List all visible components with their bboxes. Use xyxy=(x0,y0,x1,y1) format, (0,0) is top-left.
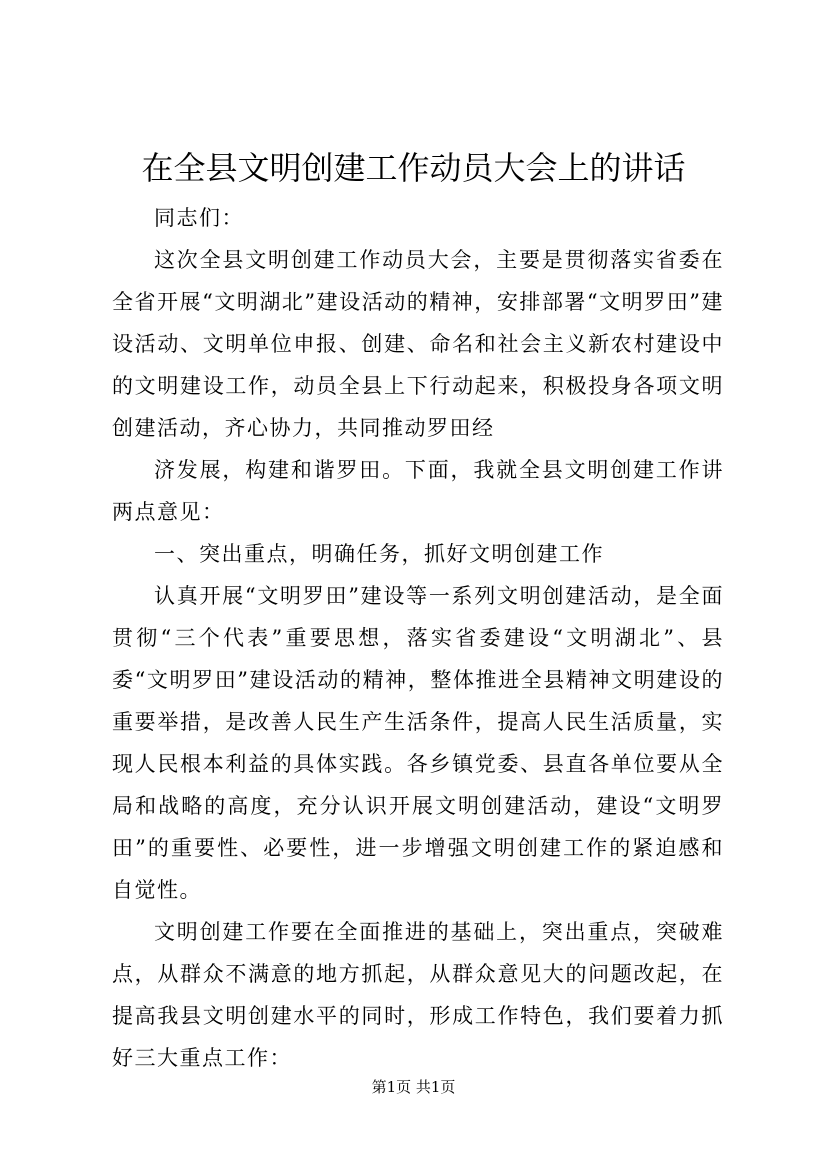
greeting: 同志们： xyxy=(154,206,244,230)
document-title: 在全县文明创建工作动员大会上的讲话 xyxy=(141,149,686,187)
paragraph-intro-continued: 济发展，构建和谐罗田。下面，我就全县文明创建工作讲两点意见： xyxy=(112,458,724,524)
paragraph-intro: 这次全县文明创建工作动员大会，主要是贯彻落实省委在全省开展“文明湖北”建设活动的精神，安排部署“文明罗田”建设活动、文明单位申报、创建、命名和社会主义新农村建设中的文明建设工作，动员全县上下行动起来，积极投身各项文明创建活动，齐心协力，共同推动罗田经 xyxy=(112,248,724,440)
paragraph-key-tasks: 文明创建工作要在全面推进的基础上，突出重点，突破难点，从群众不满意的地方抓起，从群众意见大的问题改起，在提高我县文明创建水平的同时，形成工作特色，我们要着力抓好三大重点工作： xyxy=(112,920,724,1070)
section-heading-1: 一、突出重点，明确任务，抓好文明创建工作 xyxy=(154,542,604,566)
document-body xyxy=(112,197,724,1079)
paragraph-significance: 认真开展“文明罗田”建设等一系列文明创建活动，是全面贯彻“三个代表”重要思想，落实省委建设“文明湖北”、县委“文明罗田”建设活动的精神，整体推进全县精神文明建设的重要举措，是改善人民生产生活条件，提高人民生活质量，实现人民根本利益的具体实践。各乡镇党委、县直各单位要从全局和战略的高度，充分认识开展文明创建活动，建设“文明罗田”的重要性、必要性，进一步增强文明创建工作的紧迫感和自觉性。 xyxy=(112,584,724,902)
page-footer: 第1页 共1页 xyxy=(371,1078,456,1096)
